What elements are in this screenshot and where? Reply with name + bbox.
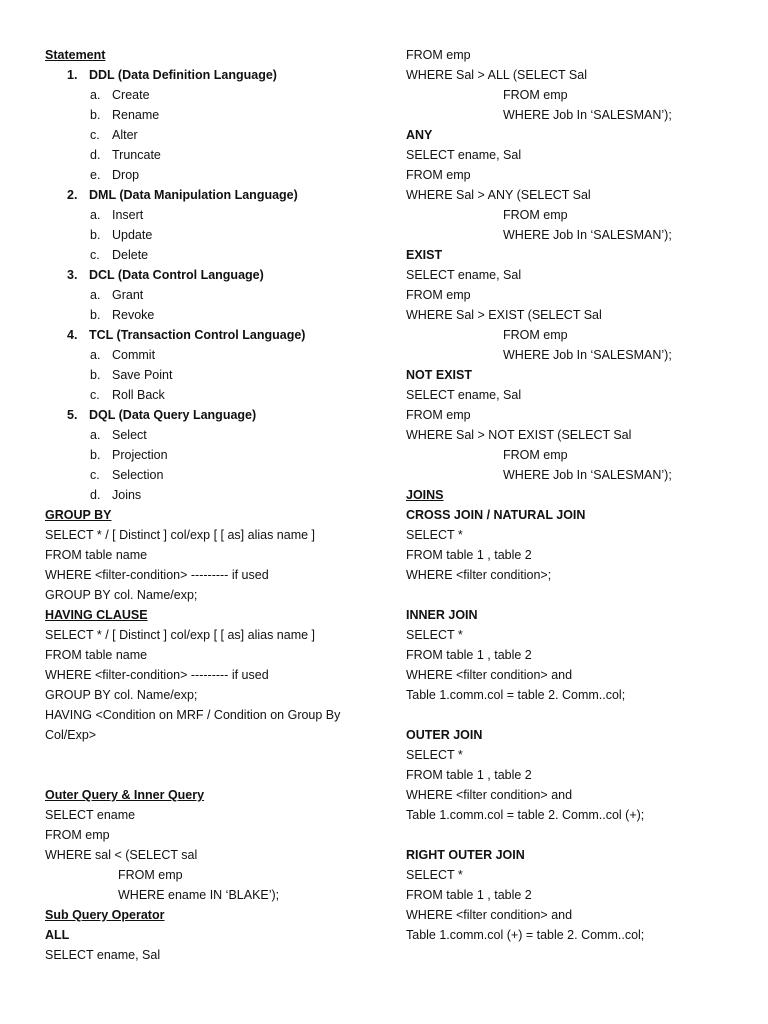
language-title: 1. DDL (Data Definition Language) [67, 68, 277, 82]
code-line: SELECT ename, Sal [406, 148, 522, 162]
language-title: 2. DML (Data Manipulation Language) [67, 188, 298, 202]
code-line: WHERE Job In ‘SALESMAN’); [503, 228, 672, 242]
code-line: FROM emp [45, 828, 110, 842]
code-line: SELECT ename, Sal [406, 388, 522, 402]
left-column [45, 45, 360, 965]
code-line: SELECT * [406, 868, 463, 882]
language-title: 3. DCL (Data Control Language) [67, 268, 264, 282]
code-line: SELECT ename, Sal [45, 948, 161, 962]
code-line: GROUP BY col. Name/exp; [45, 588, 198, 602]
code-line: Table 1.comm.col = table 2. Comm..col; [406, 688, 626, 702]
code-line: FROM table 1 , table 2 [406, 768, 532, 782]
code-line: SELECT * [406, 528, 463, 542]
code-line: FROM emp [503, 328, 568, 342]
list-item: b. Revoke [90, 308, 155, 322]
code-line: WHERE Job In ‘SALESMAN’); [503, 108, 672, 122]
code-line: Table 1.comm.col (+) = table 2. Comm..col; [406, 928, 645, 942]
code-line: FROM emp [503, 208, 568, 222]
code-line: WHERE ename IN ‘BLAKE’); [118, 888, 280, 902]
list-item: b. Update [90, 228, 153, 242]
code-line: WHERE Sal > ALL (SELECT Sal [406, 68, 587, 82]
code-line: Table 1.comm.col = table 2. Comm..col (+); [406, 808, 645, 822]
list-item: a. Grant [90, 288, 144, 302]
exist-label: EXIST [406, 248, 443, 262]
spacer [45, 765, 360, 785]
list-item: c. Alter [90, 128, 138, 142]
list-item: d. Joins [90, 488, 142, 502]
list-item: a. Create [90, 88, 150, 102]
code-line: FROM emp [406, 288, 471, 302]
cross-join-label: CROSS JOIN / NATURAL JOIN [406, 508, 586, 522]
code-line: FROM emp [118, 868, 183, 882]
code-line: WHERE sal < (SELECT sal [45, 848, 198, 862]
code-line: WHERE <filter condition>; [406, 568, 552, 582]
code-line: WHERE <filter condition> and [406, 908, 573, 922]
list-item: b. Projection [90, 448, 168, 462]
code-line: SELECT * / [ Distinct ] col/exp [ [ as] alias name ] [45, 528, 316, 542]
all-label: ALL [45, 928, 70, 942]
list-item: c. Roll Back [90, 388, 165, 402]
not-exist-label: NOT EXIST [406, 368, 472, 382]
list-item: a. Select [90, 428, 147, 442]
list-item: b. Save Point [90, 368, 173, 382]
sub-query-operator-heading: Sub Query Operator [45, 908, 165, 922]
spacer [406, 705, 736, 725]
code-line: HAVING <Condition on MRF / Condition on Group By Col/Exp> [45, 708, 341, 742]
right-column [406, 45, 736, 945]
language-title: 5. DQL (Data Query Language) [67, 408, 257, 422]
code-line: SELECT * / [ Distinct ] col/exp [ [ as] alias name ] [45, 628, 316, 642]
code-line: WHERE Sal > NOT EXIST (SELECT Sal [406, 428, 632, 442]
list-item: a. Insert [90, 208, 144, 222]
code-line: FROM emp [406, 168, 471, 182]
language-title: 4. TCL (Transaction Control Language) [67, 328, 306, 342]
list-item: c. Delete [90, 248, 149, 262]
spacer [406, 825, 736, 845]
code-line: WHERE <filter-condition> --------- if used [45, 568, 269, 582]
list-item: a. Commit [90, 348, 156, 362]
code-line: SELECT * [406, 628, 463, 642]
statement-heading: Statement [45, 48, 106, 62]
joins-heading: JOINS [406, 488, 444, 502]
code-line: FROM emp [503, 88, 568, 102]
list-item: b. Rename [90, 108, 160, 122]
code-line: FROM table 1 , table 2 [406, 648, 532, 662]
inner-join-label: INNER JOIN [406, 608, 478, 622]
list-item: e. Drop [90, 168, 140, 182]
code-line: FROM emp [406, 408, 471, 422]
code-line: WHERE Job In ‘SALESMAN’); [503, 468, 672, 482]
code-line: FROM emp [503, 448, 568, 462]
code-line: WHERE <filter condition> and [406, 668, 573, 682]
code-line: FROM table 1 , table 2 [406, 888, 532, 902]
code-line: WHERE Sal > ANY (SELECT Sal [406, 188, 591, 202]
having-clause-heading: HAVING CLAUSE [45, 608, 148, 622]
code-line: WHERE Sal > EXIST (SELECT Sal [406, 308, 602, 322]
spacer [406, 585, 736, 605]
list-item: d. Truncate [90, 148, 161, 162]
code-line: FROM table name [45, 648, 148, 662]
list-item: c. Selection [90, 468, 164, 482]
group-by-heading: GROUP BY [45, 508, 112, 522]
code-line: WHERE <filter condition> and [406, 788, 573, 802]
code-line: FROM table name [45, 548, 148, 562]
code-line: FROM emp [406, 48, 471, 62]
right-outer-join-label: RIGHT OUTER JOIN [406, 848, 525, 862]
outer-inner-query-heading: Outer Query & Inner Query [45, 788, 205, 802]
code-line: SELECT ename [45, 808, 136, 822]
code-line: SELECT * [406, 748, 463, 762]
code-line: GROUP BY col. Name/exp; [45, 688, 198, 702]
code-line: WHERE <filter-condition> --------- if used [45, 668, 269, 682]
code-line: FROM table 1 , table 2 [406, 548, 532, 562]
outer-join-label: OUTER JOIN [406, 728, 483, 742]
code-line: SELECT ename, Sal [406, 268, 522, 282]
code-line: WHERE Job In ‘SALESMAN’); [503, 348, 672, 362]
spacer [45, 745, 360, 765]
any-label: ANY [406, 128, 433, 142]
